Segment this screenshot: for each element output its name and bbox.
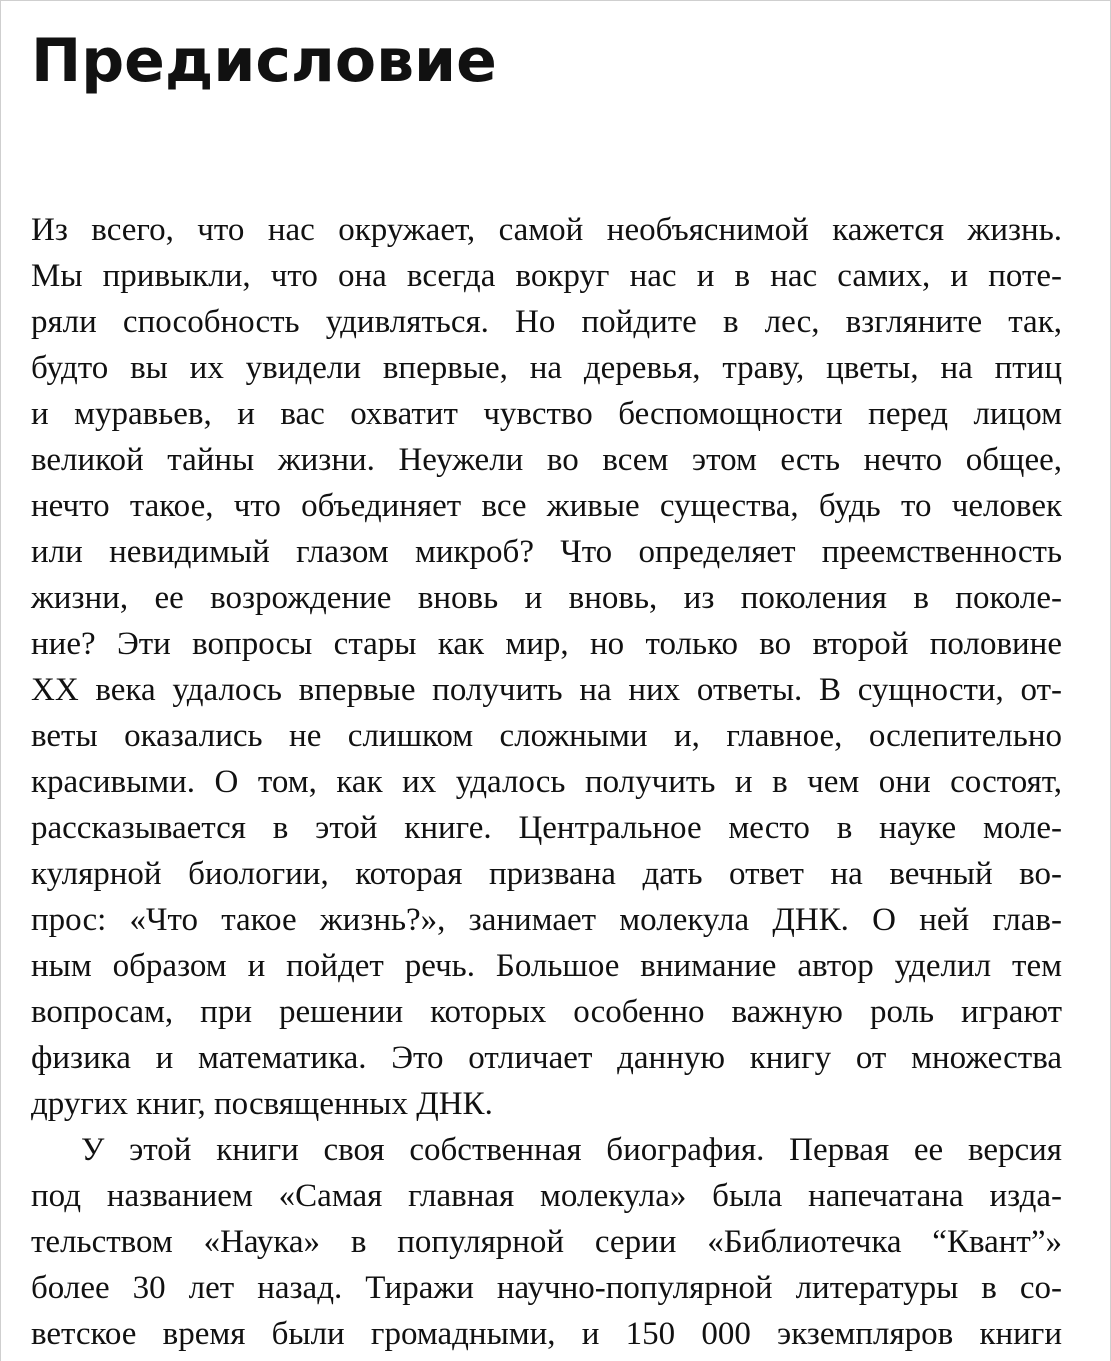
text-line: прос: «Что такое жизнь?», занимает молекула ДНК. О ней глав-	[31, 902, 1062, 938]
text-line: великой тайны жизни. Неужели во всем этом есть нечто общее,	[31, 442, 1062, 478]
paragraph-2	[31, 1127, 1062, 1357]
text-line: Из всего, что нас окружает, самой необъяснимой кажется жизнь.	[31, 212, 1062, 248]
text-line: кулярной биологии, которая призвана дать ответ на вечный во-	[31, 856, 1062, 892]
body-text	[31, 207, 1062, 1357]
page-title: Предисловие	[31, 26, 497, 96]
text-line: более 30 лет назад. Тиражи научно-популярной литературы в со-	[31, 1270, 1062, 1306]
text-line: красивыми. О том, как их удалось получить и в чем они состоят,	[31, 764, 1062, 800]
text-line: тельством «Наука» в популярной серии «Библиотечка “Квант”»	[31, 1224, 1062, 1260]
text-line: других книг, посвященных ДНК.	[31, 1086, 493, 1122]
text-line: Мы привыкли, что она всегда вокруг нас и в нас самих, и поте-	[31, 258, 1062, 294]
text-line: ным образом и пойдет речь. Большое внимание автор уделил тем	[31, 948, 1062, 984]
text-line: ряли способность удивляться. Но пойдите в лес, взгляните так,	[31, 304, 1062, 340]
text-line: ветское время были громадными, и 150 000 экземпляров книги	[31, 1316, 1062, 1352]
text-line: веты оказались не слишком сложными и, главное, ослепительно	[31, 718, 1062, 754]
text-line: будто вы их увидели впервые, на деревья, траву, цветы, на птиц	[31, 350, 1062, 386]
text-line: под названием «Самая главная молекула» была напечатана изда-	[31, 1178, 1062, 1214]
text-line: нечто такое, что объединяет все живые существа, будь то человек	[31, 488, 1062, 524]
text-line: жизни, ее возрождение вновь и вновь, из поколения в поколе-	[31, 580, 1062, 616]
text-line: вопросам, при решении которых особенно важную роль играют	[31, 994, 1062, 1030]
text-line: XX века удалось впервые получить на них ответы. В сущности, от-	[31, 672, 1062, 708]
text-line: рассказывается в этой книге. Центральное место в науке моле-	[31, 810, 1062, 846]
text-line: ние? Эти вопросы стары как мир, но только во второй половине	[31, 626, 1062, 662]
text-line: У этой книги своя собственная биография. Первая ее версия	[81, 1132, 1062, 1168]
paragraph-1	[31, 207, 1062, 1127]
text-line: или невидимый глазом микроб? Что определяет преемственность	[31, 534, 1062, 570]
text-line: и муравьев, и вас охватит чувство беспомощности перед лицом	[31, 396, 1062, 432]
text-line: физика и математика. Это отличает данную книгу от множества	[31, 1040, 1062, 1076]
